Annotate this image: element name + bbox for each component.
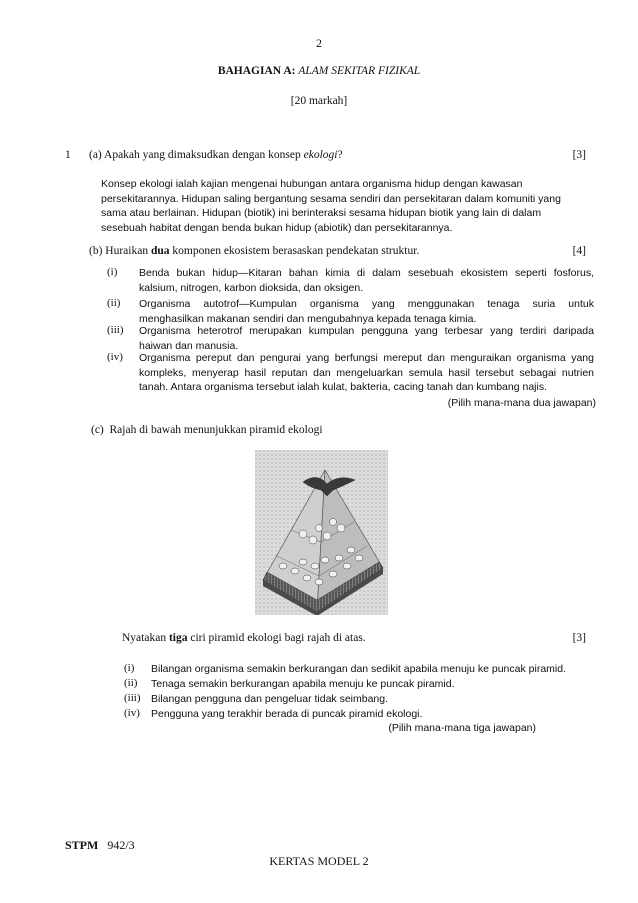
paper-code-number: 942/3 [107,838,135,852]
list-item-line: Benda bukan hidup—Kitaran bahan kimia di dalam sesebuah ekosistem seperti fosforus, [139,267,594,279]
list-item-line: kalsium, nitrogen, karbon dioksida, dan oksigen. [139,281,364,294]
question-1c-label: (c) [91,424,104,436]
question-1b-text: Huraikan [105,245,151,257]
list-item-line: Organisma pereput dan pengurai yang berfungsi mereput dan menguraikan organisma yang [139,352,594,364]
answer-1a [101,177,591,235]
list-number: (iii) [124,692,141,704]
question-1a-label: (a) [89,149,102,161]
list-item: Bilangan organisma semakin berkurangan dan sedikit apabila menuju ke puncak piramid. [151,663,566,675]
question-number: 1 [65,149,71,161]
question-1c-text: Rajah di bawah menunjukkan piramid ekologi [109,424,323,436]
list-number: (iv) [124,707,140,719]
list-number: (iii) [107,324,124,336]
list-item [139,297,594,326]
list-number: (i) [124,662,135,674]
list-number: (iv) [107,351,123,363]
ecological-pyramid-figure [255,450,388,615]
question-1b-label: (b) [89,245,103,257]
paper-code [65,838,135,853]
answer-1a-line: persekitarannya. Hidupan saling bergantung sesama sendiri dan persekitaran dalam komuniti yang [101,192,561,205]
list-item [139,351,594,395]
question-1c-task [122,632,522,644]
question-1c-task-text: Nyatakan [122,632,169,644]
list-item: Tenaga semakin berkurangan apabila menuju ke puncak piramid. [151,678,455,690]
section-title: ALAM SEKITAR FIZIKAL [298,65,421,77]
question-1c [91,424,491,436]
question-1b-text-after: komponen ekosistem berasaskan pendekatan struktur. [169,245,420,257]
list-item [139,324,594,353]
question-1a-punct: ? [337,149,343,161]
list-item-line: Organisma autotrof—Kumpulan organisma yang menggunakan tenaga suria untuk [139,298,594,310]
question-1b-bold: dua [150,245,170,257]
list-number: (ii) [107,297,121,309]
paper-code-label: STPM [65,838,99,852]
section-heading [0,65,638,77]
question-1a [89,149,589,161]
list-item-line: menghasilkan makanan sendiri dan mengubahnya kepada tenaga kimia. [139,312,477,325]
question-1c-marks: [3] [572,632,586,644]
question-1a-text: Apakah yang dimaksudkan dengan konsep [104,149,304,161]
page-number: 2 [316,36,322,50]
total-marks: [20 markah] [290,95,348,107]
list-number: (ii) [124,677,138,689]
answer-1a-line: Konsep ekologi ialah kajian mengenai hubungan antara organisma hidup dengan kawasan [101,178,523,190]
list-item-line: kompleks, menyerap hasil reputan dan mengeluarkan semula hasil tersebut sebagai nutrien [139,366,594,379]
list-item-line: Organisma heterotrof merupakan kumpulan pengguna yang terbesar yang terdiri daripada [139,325,594,337]
question-1c-task-after: ciri piramid ekologi bagi rajah di atas. [187,632,366,644]
answer-note: (Pilih mana-mana dua jawapan) [447,397,596,409]
paper-title: KERTAS MODEL 2 [269,854,369,868]
answer-1a-line: sama atau berlainan. Hidupan (biotik) ini berinteraksi sesama hidupan biotik yang lain di dalam [101,207,542,220]
answer-note: (Pilih mana-mana tiga jawapan) [388,722,536,734]
list-item: Pengguna yang terakhir berada di puncak piramid ekologi. [151,708,423,720]
answer-1a-line: sesebuah habitat dengan benda bukan hidup (abiotik) dan persekitarannya. [101,221,453,234]
question-1a-term: ekologi [303,149,338,161]
list-item: Bilangan pengguna dan pengeluar tidak seimbang. [151,693,389,705]
list-number: (i) [107,266,118,278]
question-1a-marks: [3] [572,149,586,161]
section-label: BAHAGIAN A: [217,65,296,77]
question-1c-task-bold: tiga [168,632,188,644]
list-item [139,266,594,295]
question-1b [89,245,539,257]
list-item-line: haiwan dan manusia. [139,339,239,352]
list-item-line: tanah. Antara organisma tersebut ialah kulat, bakteria, cacing tanah dan kumbang najis. [139,381,548,394]
pyramid-illustration [255,450,388,615]
question-1b-marks: [4] [572,245,586,257]
